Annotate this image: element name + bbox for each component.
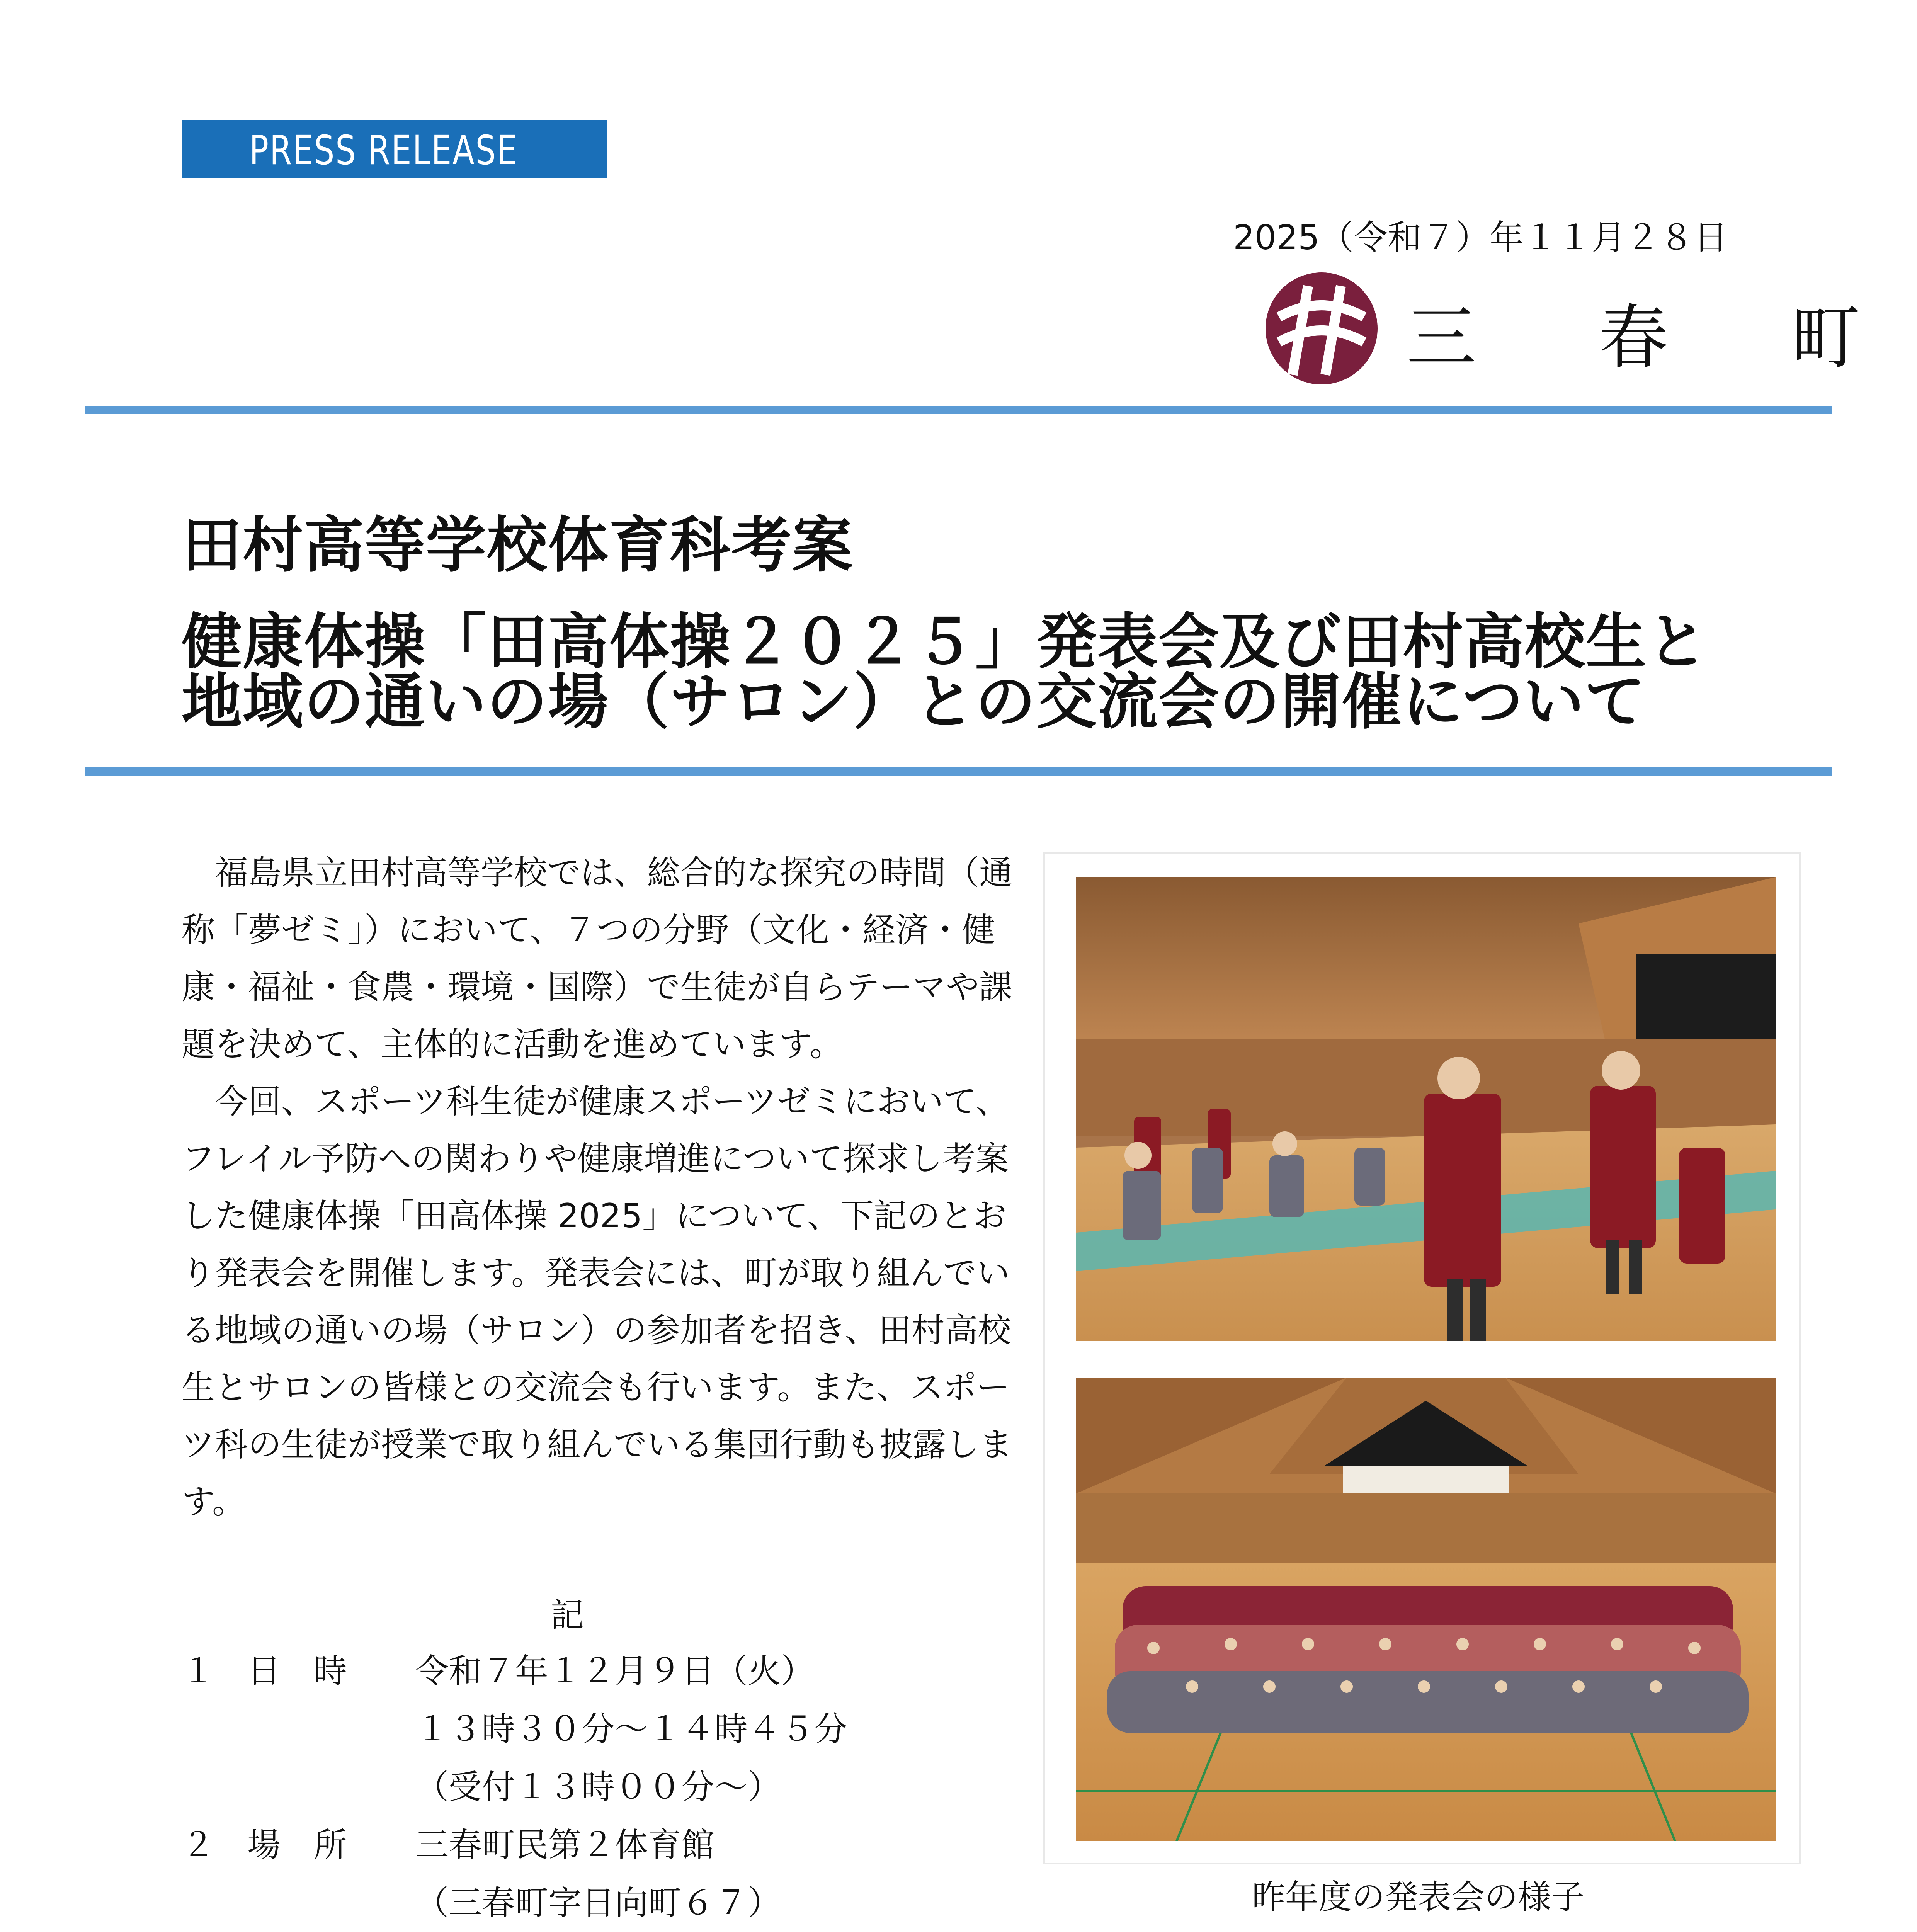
release-date: 2025（令和７）年１１月２８日 (1233, 218, 1728, 257)
item-2-label: 場 所 (247, 1826, 347, 1864)
details-heading: 記 (551, 1596, 584, 1634)
press-release-text: PRESS RELEASE (249, 127, 518, 174)
press-release-label (182, 120, 607, 178)
photo-caption: 昨年度の発表会の様子 (1252, 1878, 1584, 1917)
item-1-label: 日 時 (247, 1652, 347, 1690)
header-divider (85, 406, 1832, 414)
group-photo (1076, 1378, 1776, 1841)
title-line-1: 田村高等学校体育科考案 (182, 510, 853, 580)
body-paragraph-2: 今回、スポーツ科生徒が健康スポーツゼミにおいて、フレイル予防への関わりや健康増進について探求し考案した健康体操「田高体操 2025」について、下記のとおり発表会を開催します。発表会には、町が取り組んでいる地域の通いの場（サロン）の参加者を招き、田村高校生とサロンの皆様との交流会も行います。また、スポーツ科の生徒が授業で取り組んでいる集団行動も披露します。 (182, 1082, 1012, 1521)
item-1-date: 令和７年１２月９日（火） (415, 1652, 814, 1690)
issuer-name: 三 春 町 (1407, 298, 1911, 378)
town-logo-icon (1264, 270, 1379, 386)
body-text (182, 844, 1012, 1531)
item-1-time: １３時３０分～１４時４５分 (415, 1710, 847, 1748)
item-1-number: １ (182, 1652, 215, 1690)
item-2-number: ２ (182, 1826, 215, 1864)
title-line-3: 地域の通いの場（サロン）との交流会の開催について (182, 667, 1646, 737)
title-line-2: 健康体操「田高体操２０２５」発表会及び田村高校生と (182, 607, 1708, 677)
body-paragraph-1: 福島県立田村高等学校では、総合的な探究の時間（通称「夢ゼミ」）において、７つの分野（文化・経済・健康・福祉・食農・環境・国際）で生徒が自らテーマや課題を決めて、主体的に活動を進めています。 (182, 854, 1012, 1064)
item-1-reception: （受付１３時００分～） (415, 1768, 781, 1806)
title-divider (85, 767, 1832, 776)
item-2-venue: 三春町民第２体育館 (415, 1826, 714, 1864)
item-2-address: （三春町字日向町６７） (415, 1884, 781, 1922)
exercise-photo (1076, 877, 1776, 1341)
